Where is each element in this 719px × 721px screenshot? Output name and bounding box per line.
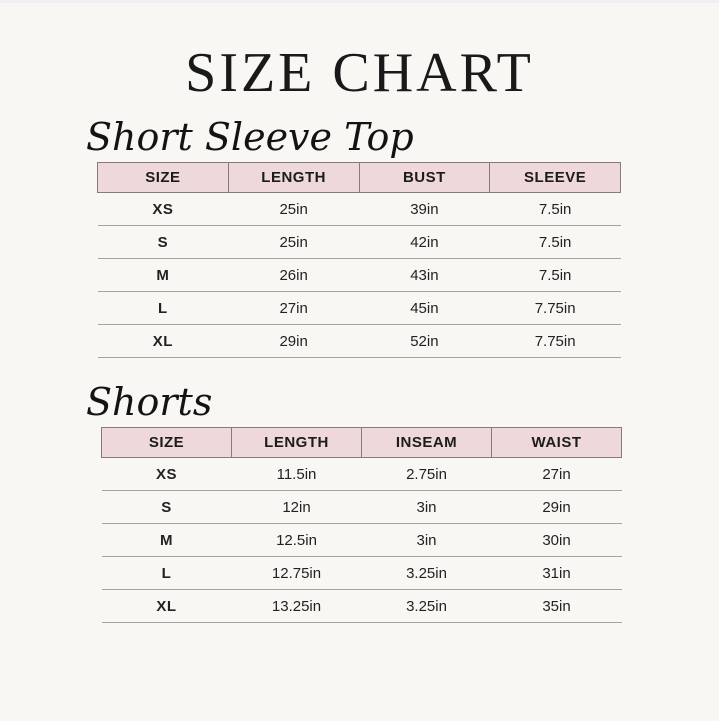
length-cell: 12.5in <box>232 523 362 556</box>
inseam-cell: 3.25in <box>362 556 492 589</box>
column-header-length: LENGTH <box>232 427 362 457</box>
table-body <box>98 192 621 357</box>
length-cell: 27in <box>228 291 359 324</box>
table-row-xl <box>98 324 621 357</box>
size-chart-page <box>0 42 719 623</box>
section-heading-shorts: Shorts <box>86 379 213 424</box>
size-cell: XL <box>98 324 229 357</box>
inseam-cell: 2.75in <box>362 457 492 490</box>
sleeve-cell: 7.75in <box>490 291 621 324</box>
sleeve-cell: 7.75in <box>490 324 621 357</box>
length-cell: 11.5in <box>232 457 362 490</box>
length-cell: 29in <box>228 324 359 357</box>
table-row-m <box>102 523 622 556</box>
table-row-l <box>102 556 622 589</box>
top-edge-strip <box>0 0 719 3</box>
table-row-xs <box>98 192 621 225</box>
page-title: SIZE CHART <box>185 42 534 104</box>
length-cell: 26in <box>228 258 359 291</box>
bust-cell: 45in <box>359 291 490 324</box>
waist-cell: 27in <box>492 457 622 490</box>
section-short-sleeve-top <box>0 117 719 358</box>
table-row-s <box>102 490 622 523</box>
table-row-l <box>98 291 621 324</box>
waist-cell: 31in <box>492 556 622 589</box>
section-shorts <box>0 379 719 623</box>
table-row-xl <box>102 589 622 622</box>
length-cell: 25in <box>228 225 359 258</box>
size-cell: XS <box>98 192 229 225</box>
column-header-length: LENGTH <box>228 162 359 192</box>
size-table-shorts <box>101 427 622 623</box>
sleeve-cell: 7.5in <box>490 225 621 258</box>
waist-cell: 30in <box>492 523 622 556</box>
size-cell: S <box>98 225 229 258</box>
table-row-s <box>98 225 621 258</box>
table-header <box>98 162 621 192</box>
bust-cell: 43in <box>359 258 490 291</box>
size-cell: M <box>98 258 229 291</box>
table-row-xs <box>102 457 622 490</box>
waist-cell: 29in <box>492 490 622 523</box>
length-cell: 13.25in <box>232 589 362 622</box>
length-cell: 12in <box>232 490 362 523</box>
header-row <box>98 162 621 192</box>
size-cell: L <box>98 291 229 324</box>
length-cell: 12.75in <box>232 556 362 589</box>
column-header-bust: BUST <box>359 162 490 192</box>
table-row-m <box>98 258 621 291</box>
sleeve-cell: 7.5in <box>490 258 621 291</box>
sleeve-cell: 7.5in <box>490 192 621 225</box>
size-cell: XL <box>102 589 232 622</box>
inseam-cell: 3in <box>362 523 492 556</box>
table-header <box>102 427 622 457</box>
waist-cell: 35in <box>492 589 622 622</box>
column-header-sleeve: SLEEVE <box>490 162 621 192</box>
bust-cell: 42in <box>359 225 490 258</box>
size-cell: XS <box>102 457 232 490</box>
size-cell: M <box>102 523 232 556</box>
bust-cell: 52in <box>359 324 490 357</box>
column-header-size: SIZE <box>102 427 232 457</box>
size-cell: S <box>102 490 232 523</box>
section-heading-short-sleeve-top: Short Sleeve Top <box>86 115 414 159</box>
column-header-size: SIZE <box>98 162 229 192</box>
size-cell: L <box>102 556 232 589</box>
inseam-cell: 3in <box>362 490 492 523</box>
column-header-inseam: INSEAM <box>362 427 492 457</box>
size-table-short-sleeve-top <box>97 162 621 358</box>
length-cell: 25in <box>228 192 359 225</box>
bust-cell: 39in <box>359 192 490 225</box>
inseam-cell: 3.25in <box>362 589 492 622</box>
header-row <box>102 427 622 457</box>
table-body <box>102 457 622 622</box>
column-header-waist: WAIST <box>492 427 622 457</box>
